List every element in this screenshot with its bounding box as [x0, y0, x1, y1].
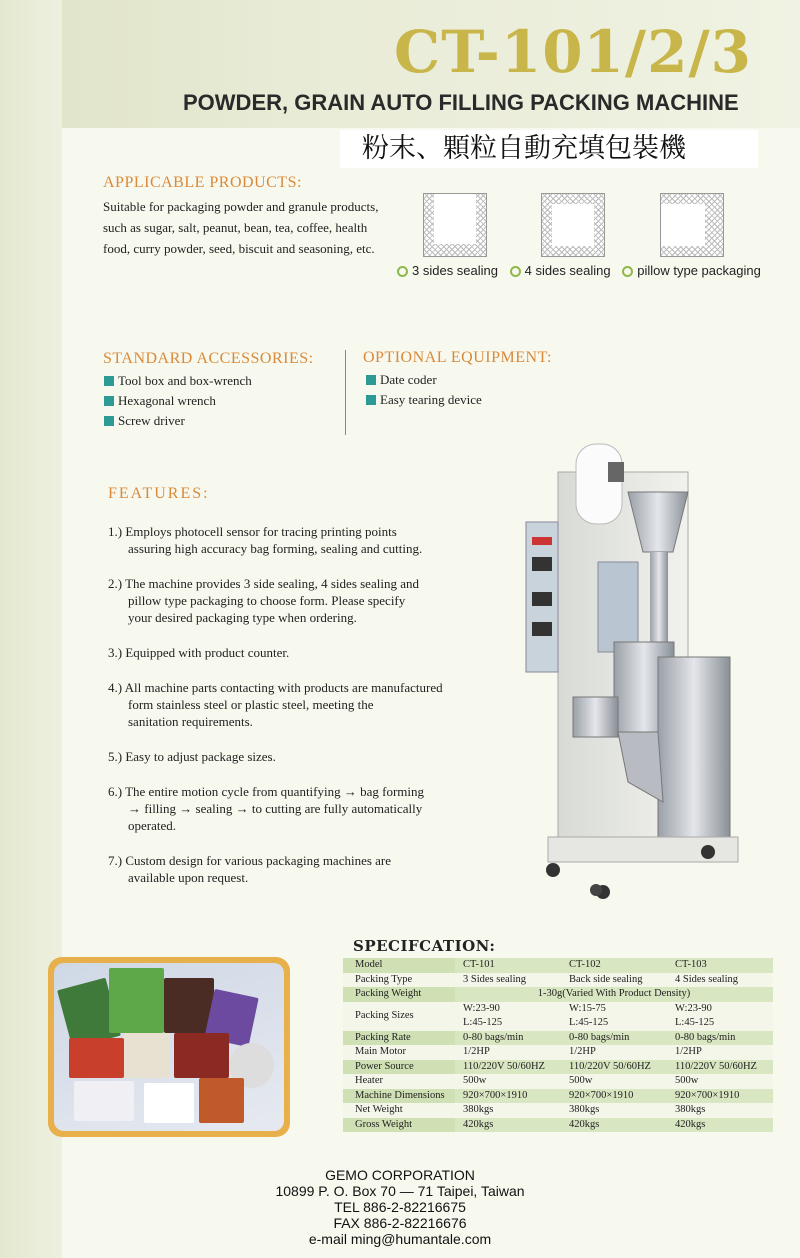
list-item — [366, 370, 482, 390]
applicable-text: Suitable for packaging powder and granule products, such as sugar, salt, peanut, bean, tea, coffee, health food, curry powder, seed, biscuit and seasoning, etc. — [103, 199, 379, 256]
table-cell: 380kgs — [561, 1103, 667, 1118]
feature-line: 2.) The machine provides 3 side sealing, 4 sides sealing and — [108, 576, 419, 591]
table-cell: 0-80 bags/min — [455, 1031, 561, 1046]
list-item — [104, 371, 252, 391]
equipment-label: Date coder — [380, 372, 437, 387]
table-cell: 420kgs — [561, 1118, 667, 1133]
table-row — [343, 1060, 773, 1075]
company-fax: FAX 886-2-82216676 — [333, 1215, 467, 1231]
company-tel: TEL 886-2-82216675 — [334, 1199, 466, 1215]
table-cell: 920×700×1910 — [667, 1089, 773, 1104]
specification-table — [343, 958, 773, 1132]
bag-type-label: 4 sides sealing — [524, 263, 611, 278]
accessory-label: Tool box and box-wrench — [118, 373, 252, 388]
table-cell: L:45-125 — [561, 1016, 667, 1031]
table-cell: 420kgs — [455, 1118, 561, 1133]
standard-accessories-list — [104, 371, 252, 431]
product-samples-photo — [48, 957, 290, 1137]
feature-line: assuring high accuracy bag forming, sealing and cutting. — [128, 541, 423, 556]
row-label: Power Source — [343, 1060, 455, 1075]
table-cell: W:23-90 — [455, 1002, 561, 1017]
feature-item — [108, 575, 458, 626]
list-item — [366, 390, 482, 410]
table-row — [343, 1089, 773, 1104]
feature-line: available upon request. — [128, 870, 249, 885]
standard-accessories-heading: STANDARD ACCESSORIES: — [103, 350, 314, 367]
table-cell: 1/2HP — [561, 1045, 667, 1060]
applicable-heading: APPLICABLE PRODUCTS: — [103, 174, 302, 191]
bag-type-label: pillow type packaging — [637, 263, 761, 278]
table-cell: 110/220V 50/60HZ — [455, 1060, 561, 1075]
table-cell: W:15-75 — [561, 1002, 667, 1017]
bullet-square-icon — [366, 395, 376, 405]
table-cell: 920×700×1910 — [561, 1089, 667, 1104]
product-subtitle: POWDER, GRAIN AUTO FILLING PACKING MACHINE — [183, 90, 739, 115]
row-label: Net Weight — [343, 1103, 455, 1118]
bullet-icon — [510, 266, 521, 277]
feature-line: 6.) The entire motion cycle from quantifying → bag forming — [108, 784, 425, 799]
table-row — [343, 1031, 773, 1046]
bullet-square-icon — [366, 375, 376, 385]
feature-line: form stainless steel or plastic steel, meeting the — [128, 697, 374, 712]
row-label: Packing Sizes — [343, 1002, 455, 1031]
table-row — [343, 987, 773, 1002]
table-row — [343, 958, 773, 973]
feature-line: 5.) Easy to adjust package sizes. — [108, 749, 276, 764]
table-cell: W:23-90 — [667, 1002, 773, 1017]
bullet-square-icon — [104, 416, 114, 426]
feature-item — [108, 852, 458, 886]
bullet-icon — [397, 266, 408, 277]
table-cell: 380kgs — [455, 1103, 561, 1118]
accessory-label: Screw driver — [118, 413, 185, 428]
table-row — [343, 1074, 773, 1089]
feature-line: operated. — [128, 818, 177, 833]
table-cell: 3 Sides sealing — [455, 973, 561, 988]
table-cell: L:45-125 — [455, 1016, 561, 1031]
bullet-icon — [622, 266, 633, 277]
table-cell: 1/2HP — [667, 1045, 773, 1060]
table-cell: L:45-125 — [667, 1016, 773, 1031]
table-cell: CT-101 — [455, 958, 561, 973]
table-cell: 500w — [561, 1074, 667, 1089]
divider — [345, 350, 346, 435]
model-title: CT-101/2/3 — [394, 18, 752, 86]
table-cell: 920×700×1910 — [455, 1089, 561, 1104]
row-label: Packing Rate — [343, 1031, 455, 1046]
feature-line: sanitation requirements. — [128, 714, 253, 729]
feature-item — [108, 748, 458, 765]
feature-line: 1.) Employs photocell sensor for tracing printing points — [108, 524, 397, 539]
row-label: Machine Dimensions — [343, 1089, 455, 1104]
bullet-square-icon — [104, 376, 114, 386]
table-cell: 380kgs — [667, 1103, 773, 1118]
feature-line: your desired packaging type when ordering. — [128, 610, 357, 625]
table-cell: 500w — [667, 1074, 773, 1089]
table-row — [343, 973, 773, 988]
row-label: Packing Type — [343, 973, 455, 988]
table-cell: 4 Sides sealing — [667, 973, 773, 988]
row-label: Model — [343, 958, 455, 973]
feature-line: → filling → sealing → to cutting are fully automatically — [128, 801, 423, 816]
features-list — [108, 523, 458, 904]
accessory-label: Hexagonal wrench — [118, 393, 216, 408]
table-cell: 110/220V 50/60HZ — [561, 1060, 667, 1075]
table-cell: 0-80 bags/min — [561, 1031, 667, 1046]
row-label: Main Motor — [343, 1045, 455, 1060]
table-row — [343, 1002, 773, 1017]
table-cell: 1/2HP — [455, 1045, 561, 1060]
table-cell: 420kgs — [667, 1118, 773, 1133]
table-cell: 110/220V 50/60HZ — [667, 1060, 773, 1075]
optional-equipment-heading: OPTIONAL EQUIPMENT: — [363, 349, 552, 366]
bag-type-label: 3 sides sealing — [412, 263, 498, 278]
bag-4-sides-diagram — [541, 193, 605, 257]
list-item — [104, 391, 252, 411]
contact-block — [0, 1167, 800, 1247]
features-heading: FEATURES: — [108, 485, 210, 502]
table-cell: CT-102 — [561, 958, 667, 973]
table-row — [343, 1118, 773, 1133]
feature-item — [108, 679, 458, 730]
feature-line: 4.) All machine parts contacting with products are manufactured — [108, 680, 443, 695]
feature-line: pillow type packaging to choose form. Please specify — [128, 593, 406, 608]
table-cell: Back side sealing — [561, 973, 667, 988]
packing-machine-image — [518, 442, 768, 902]
bag-pillow-diagram — [660, 193, 724, 257]
table-cell: 0-80 bags/min — [667, 1031, 773, 1046]
feature-item — [108, 644, 458, 661]
company-email: e-mail ming@humantale.com — [308, 1231, 492, 1247]
optional-equipment-list — [366, 370, 482, 410]
table-cell: 500w — [455, 1074, 561, 1089]
table-cell: 1-30g(Varied With Product Density) — [455, 987, 773, 1002]
feature-line: 7.) Custom design for various packaging machines are — [108, 853, 392, 868]
feature-item — [108, 783, 458, 834]
feature-item — [108, 523, 458, 557]
row-label: Gross Weight — [343, 1118, 455, 1133]
photo-inner — [54, 963, 284, 1131]
row-label: Packing Weight — [343, 987, 455, 1002]
company-address: 10899 P. O. Box 70 — 71 Taipei, Taiwan — [275, 1183, 525, 1199]
table-row — [343, 1045, 773, 1060]
row-label: Heater — [343, 1074, 455, 1089]
bullet-square-icon — [104, 396, 114, 406]
bag-type-labels — [397, 263, 769, 278]
specification-heading: SPECIFCATION: — [353, 937, 496, 955]
table-cell: CT-103 — [667, 958, 773, 973]
chinese-title: 粉末、顆粒自動充填包裝機 — [340, 130, 758, 168]
company-name: GEMO CORPORATION — [325, 1167, 475, 1183]
feature-line: 3.) Equipped with product counter. — [108, 645, 290, 660]
equipment-label: Easy tearing device — [380, 392, 482, 407]
table-row — [343, 1103, 773, 1118]
list-item — [104, 411, 252, 431]
bag-3-sides-diagram — [423, 193, 487, 257]
